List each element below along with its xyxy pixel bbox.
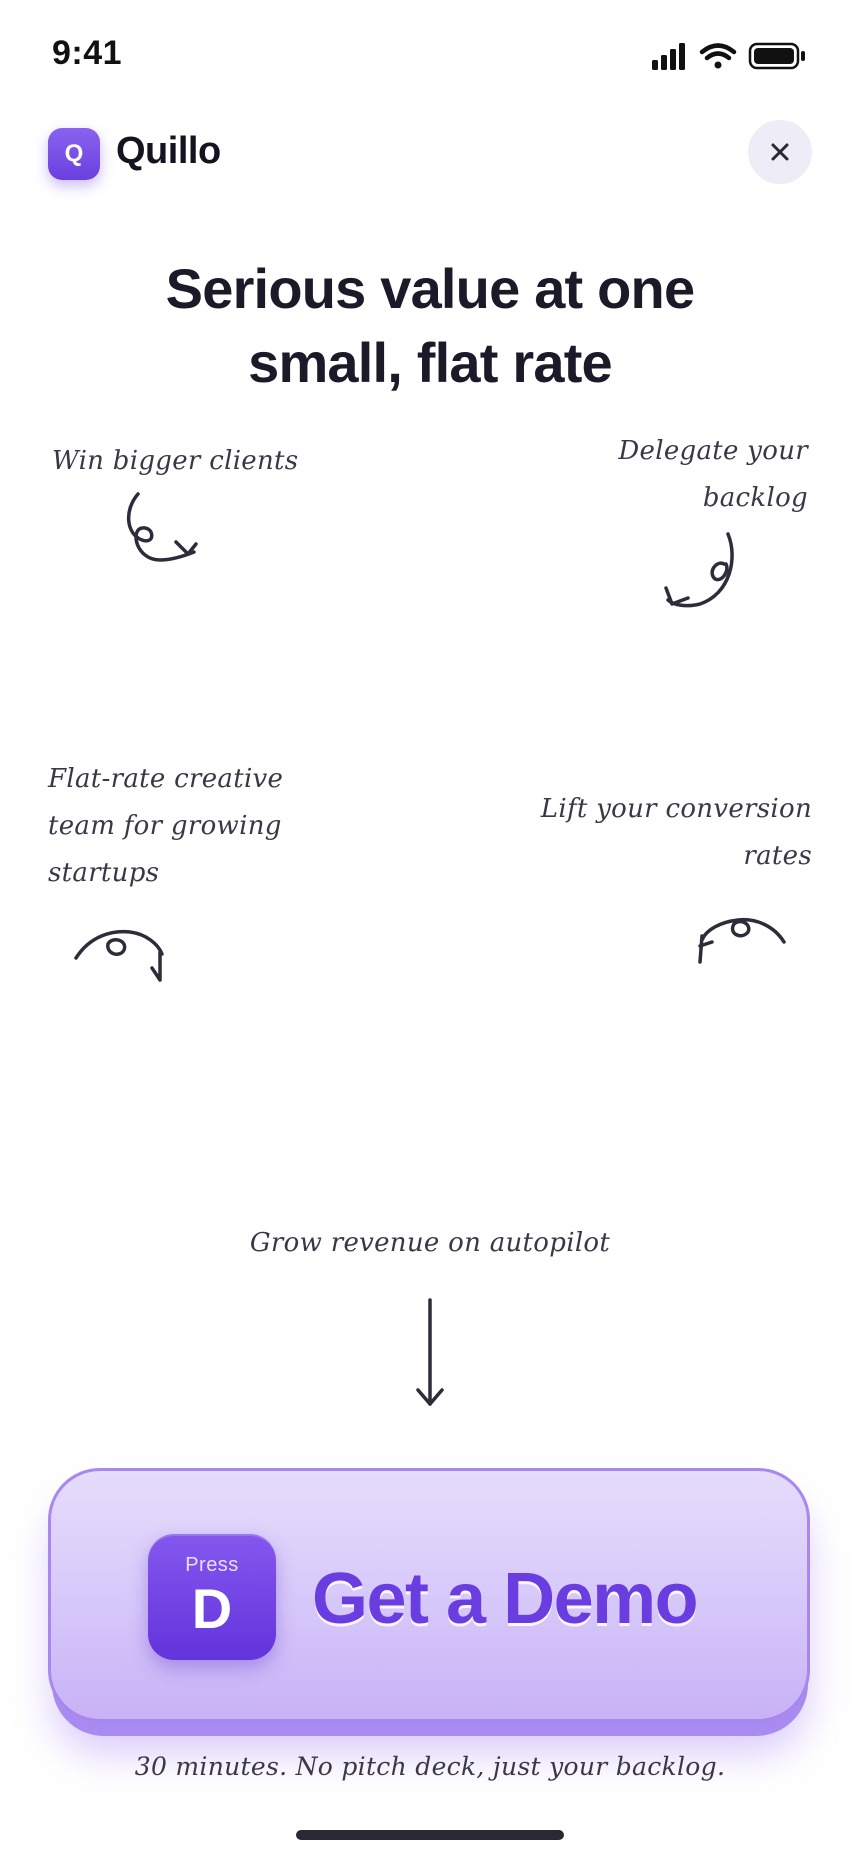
note-line: Flat-rate creative xyxy=(48,764,284,794)
signal-icon xyxy=(652,43,685,70)
get-demo-label[interactable]: Get a Demo xyxy=(312,1559,698,1639)
page-title-line-2: small, flat rate xyxy=(248,331,612,394)
status-icons xyxy=(652,40,808,72)
note-line: Grow revenue on autopilot xyxy=(249,1228,611,1258)
note-delegate-backlog xyxy=(548,428,808,522)
curly-arrow-icon xyxy=(660,528,750,618)
page-title-line-1: Serious value at one xyxy=(165,257,695,320)
brand-name: Quillo xyxy=(116,130,221,172)
status-time: 9:41 xyxy=(52,34,123,72)
key-letter: D xyxy=(191,1577,233,1640)
note-line: Delegate your xyxy=(618,436,808,466)
note-line: backlog xyxy=(702,483,808,513)
keyboard-shortcut-badge[interactable] xyxy=(148,1534,276,1660)
note-line: Lift your conversion xyxy=(540,794,812,824)
note-line: startups xyxy=(48,858,160,888)
curly-arrow-icon xyxy=(694,906,794,976)
status-icons-svg xyxy=(652,40,808,72)
down-arrow-icon xyxy=(410,1296,450,1412)
note-line: Win bigger clients xyxy=(52,446,299,476)
note-lift-conversion xyxy=(472,786,812,880)
page-title xyxy=(80,252,780,400)
note-line: team for growing xyxy=(48,811,282,841)
battery-icon xyxy=(750,44,805,68)
key-hint-label: Press xyxy=(185,1554,239,1576)
curly-arrow-icon xyxy=(118,490,208,570)
brand-logo-letter: Q xyxy=(64,140,84,167)
note-flat-rate-team xyxy=(48,756,338,897)
home-indicator[interactable] xyxy=(296,1830,564,1840)
close-icon xyxy=(768,140,792,164)
note-line: rates xyxy=(743,841,812,871)
close-button[interactable] xyxy=(748,120,812,184)
cta-footnote: 30 minutes. No pitch deck, just your backlog. xyxy=(134,1752,726,1781)
note-grow-revenue xyxy=(180,1220,680,1267)
wifi-icon xyxy=(702,46,734,69)
note-win-bigger-clients xyxy=(52,438,298,485)
curly-arrow-icon xyxy=(72,924,172,988)
brand-logo xyxy=(48,128,100,180)
